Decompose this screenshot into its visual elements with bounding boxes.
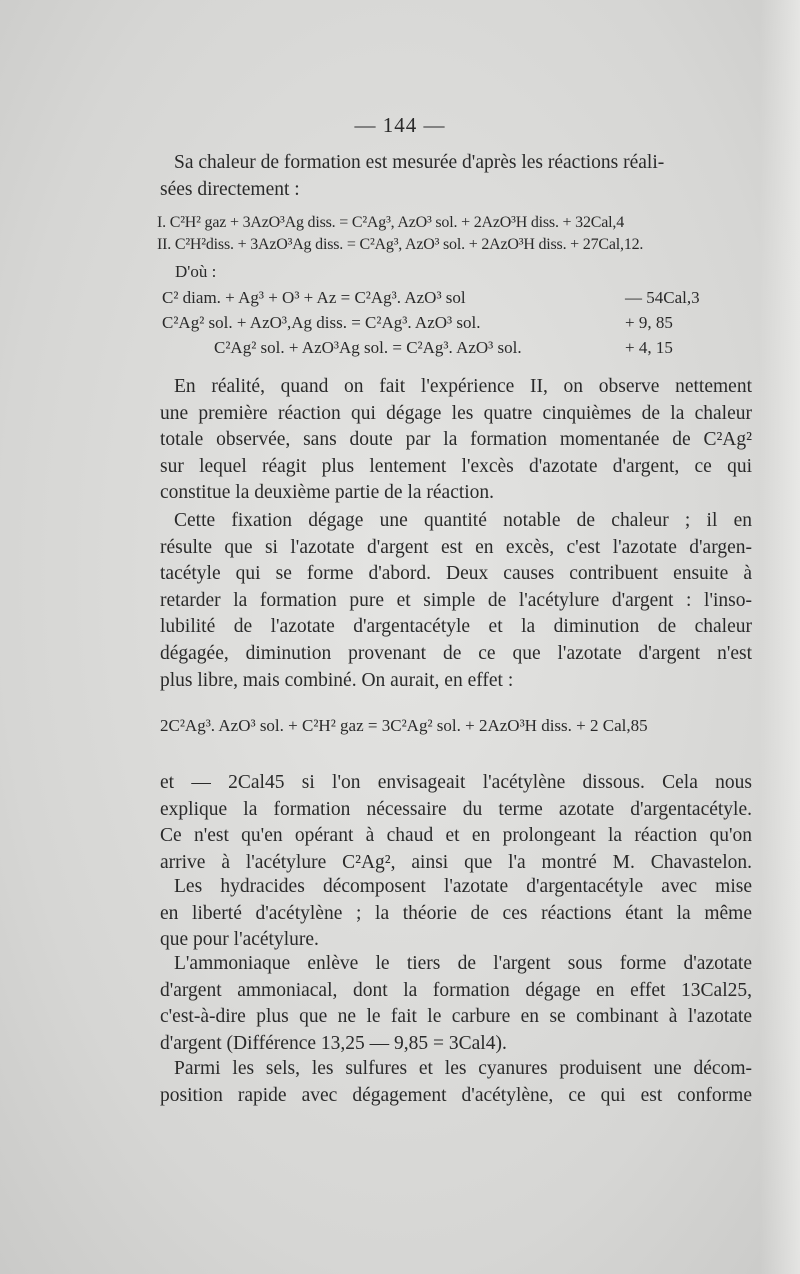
text-line: plus libre, mais combiné. On aurait, en effet : <box>160 669 514 691</box>
page-edge-shadow <box>760 0 800 1274</box>
text-line: et — 2Cal45 si l'on envisageait l'acétylène dissous. Cela nous <box>160 772 752 793</box>
paragraph-4 <box>160 874 752 954</box>
paragraph-2 <box>160 508 752 694</box>
text-line: Ce n'est qu'en opérant à chaud et en prolongeant la réaction qu'on <box>160 825 752 847</box>
text-line: position rapide avec dégagement d'acétylène, ce qui est conforme <box>160 1084 752 1106</box>
text-line: explique la formation nécessaire du terme azotate d'argentacétyle. <box>160 798 752 820</box>
equation-2: II. C²H²diss. + 3AzO³Ag diss. = C²Ag³, AzO³ sol. + 2AzO³H diss. + 27Cal,12. <box>157 236 644 253</box>
intro-line: sées directement : <box>160 178 300 200</box>
text-line: dégagée, diminution provenant de ce que l'azotate d'argent n'est <box>160 642 752 664</box>
paragraph-1 <box>160 374 752 507</box>
text-line: constitue la deuxième partie de la réaction. <box>160 482 495 504</box>
text-line: tacétyle qui se forme d'abord. Deux causes contribuent ensuite à <box>160 563 752 585</box>
paragraph-6 <box>160 1056 752 1109</box>
paragraph-3 <box>160 770 752 876</box>
text-line: arrive à l'acétylure C²Ag², ainsi que l'a montré M. Chavastelon. <box>160 851 752 873</box>
text-line: résulte que si l'azotate d'argent est en excès, c'est l'azotate d'argen- <box>160 536 752 558</box>
text-line: lubilité de l'azotate d'argentacétyle et la diminution de chaleur <box>160 616 752 638</box>
thermo-row-label: C² diam. + Ag³ + O³ + Az = C²Ag³. AzO³ sol <box>162 288 466 307</box>
text-line: Parmi les sels, les sulfures et les cyanures produisent une décom- <box>174 1058 752 1079</box>
equation-3: 2C²Ag³. AzO³ sol. + C²H² gaz = 3C²Ag² sol. + 2AzO³H diss. + 2 Cal,85 <box>160 716 648 735</box>
text-line: en liberté d'acétylène ; la théorie de ces réactions étant la même <box>160 902 752 924</box>
text-line: Cette fixation dégage une quantité notable de chaleur ; il en <box>174 510 752 531</box>
thermo-row-value: + 9, 85 <box>625 313 673 332</box>
thermo-row-value: — 54Cal,3 <box>625 288 700 307</box>
dou-label: D'où : <box>175 262 217 281</box>
thermo-row-value: + 4, 15 <box>625 338 673 357</box>
thermo-row-label: C²Ag² sol. + AzO³,Ag diss. = C²Ag³. AzO³ sol. <box>162 313 481 332</box>
text-line: L'ammoniaque enlève le tiers de l'argent sous forme d'azotate <box>174 953 752 974</box>
text-line: sur lequel réagit plus lentement l'excès d'azotate d'argent, ce qui <box>160 455 752 477</box>
thermo-row-label: C²Ag² sol. + AzO³Ag sol. = C²Ag³. AzO³ sol. <box>214 338 522 357</box>
text-line: Les hydracides décomposent l'azotate d'argentacétyle avec mise <box>174 876 752 897</box>
text-line: retarder la formation pure et simple de l'acétylure d'argent : l'inso- <box>160 589 752 611</box>
equation-1: I. C²H² gaz + 3AzO³Ag diss. = C²Ag³, AzO³ sol. + 2AzO³H diss. + 32Cal,4 <box>157 214 625 231</box>
text-line: que pour l'acétylure. <box>160 929 319 951</box>
paragraph-5 <box>160 951 752 1057</box>
text-line: c'est-à-dire plus que ne le fait le carbure en se combinant à l'azotate <box>160 1006 752 1028</box>
page-number: — 144 — <box>354 113 446 137</box>
text-line: totale observée, sans doute par la formation momentanée de C²Ag² <box>160 429 752 451</box>
intro-paragraph <box>160 150 752 203</box>
intro-line: Sa chaleur de formation est mesurée d'après les réactions réali- <box>174 152 665 173</box>
text-line: d'argent (Différence 13,25 — 9,85 = 3Cal4). <box>160 1032 507 1054</box>
text-line: une première réaction qui dégage les quatre cinquièmes de la chaleur <box>160 402 752 424</box>
text-line: d'argent ammoniacal, dont la formation dégage en effet 13Cal25, <box>160 979 752 1001</box>
text-line: En réalité, quand on fait l'expérience II, on observe nettement <box>174 376 752 397</box>
